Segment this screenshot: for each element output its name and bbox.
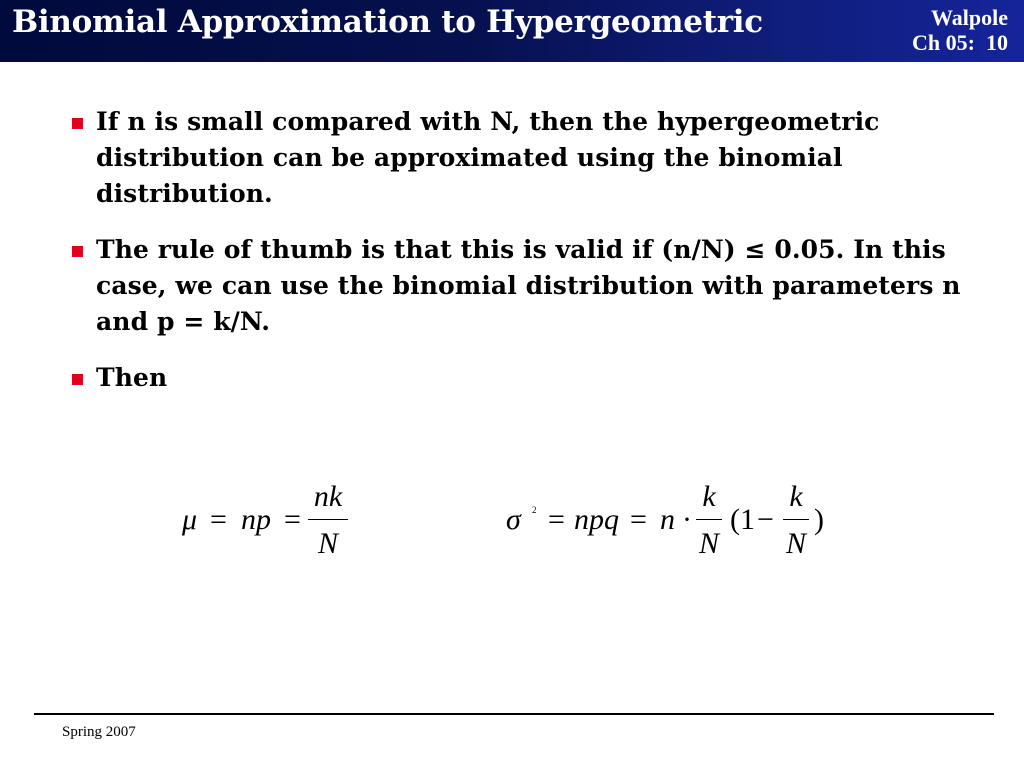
bullet-square-icon	[72, 374, 83, 385]
mu-symbol: μ	[182, 503, 198, 536]
paren-open: (1	[730, 503, 755, 536]
fraction-bar	[308, 519, 348, 520]
chapter-page-label: Ch 05: 10	[912, 30, 1008, 55]
footer-date: Spring 2007	[62, 724, 136, 740]
sigma-symbol: σ	[506, 503, 521, 536]
exponent: 2	[532, 505, 537, 515]
bullet-text: If n is small compared with N, then the hypergeometric distribution can be approximated using the binomial distribution.	[96, 107, 880, 208]
footer-divider	[34, 713, 994, 715]
npq-term: npq	[574, 503, 619, 536]
minus-sign: −	[757, 503, 774, 536]
bullet-square-icon	[72, 118, 83, 129]
equals-sign: =	[548, 503, 565, 536]
fraction-bar	[783, 519, 809, 520]
fraction-numerator: nk	[313, 480, 343, 513]
fraction-numerator: k	[789, 480, 803, 513]
equals-sign: =	[630, 503, 647, 536]
author-label: Walpole	[930, 5, 1008, 30]
bullet-item	[72, 104, 972, 212]
bullet-item	[72, 232, 972, 340]
fraction-denominator: N	[698, 527, 719, 560]
bullet-text: The rule of thumb is that this is valid if (n/N) ≤ 0.05. In this case, we can use the binomial distribution with parameters n and p = k/N.	[96, 235, 961, 336]
fraction-denominator: N	[317, 527, 338, 560]
fraction-numerator: k	[702, 480, 716, 513]
slide-title: Binomial Approximation to Hypergeometric	[12, 4, 763, 40]
title-bar	[0, 0, 1024, 62]
equals-sign: =	[284, 503, 301, 536]
equals-sign: =	[210, 503, 227, 536]
bullet-square-icon	[72, 246, 83, 257]
paren-close: )	[814, 503, 824, 536]
np-term: np	[241, 503, 271, 536]
n-term: n	[660, 503, 675, 536]
slide-meta	[912, 5, 1008, 55]
bullet-item	[72, 360, 972, 396]
fraction-denominator: N	[785, 527, 806, 560]
bullet-text: Then	[96, 363, 168, 392]
bullet-list	[72, 104, 972, 416]
fraction-bar	[696, 519, 722, 520]
multiply-dot: ·	[682, 503, 692, 536]
